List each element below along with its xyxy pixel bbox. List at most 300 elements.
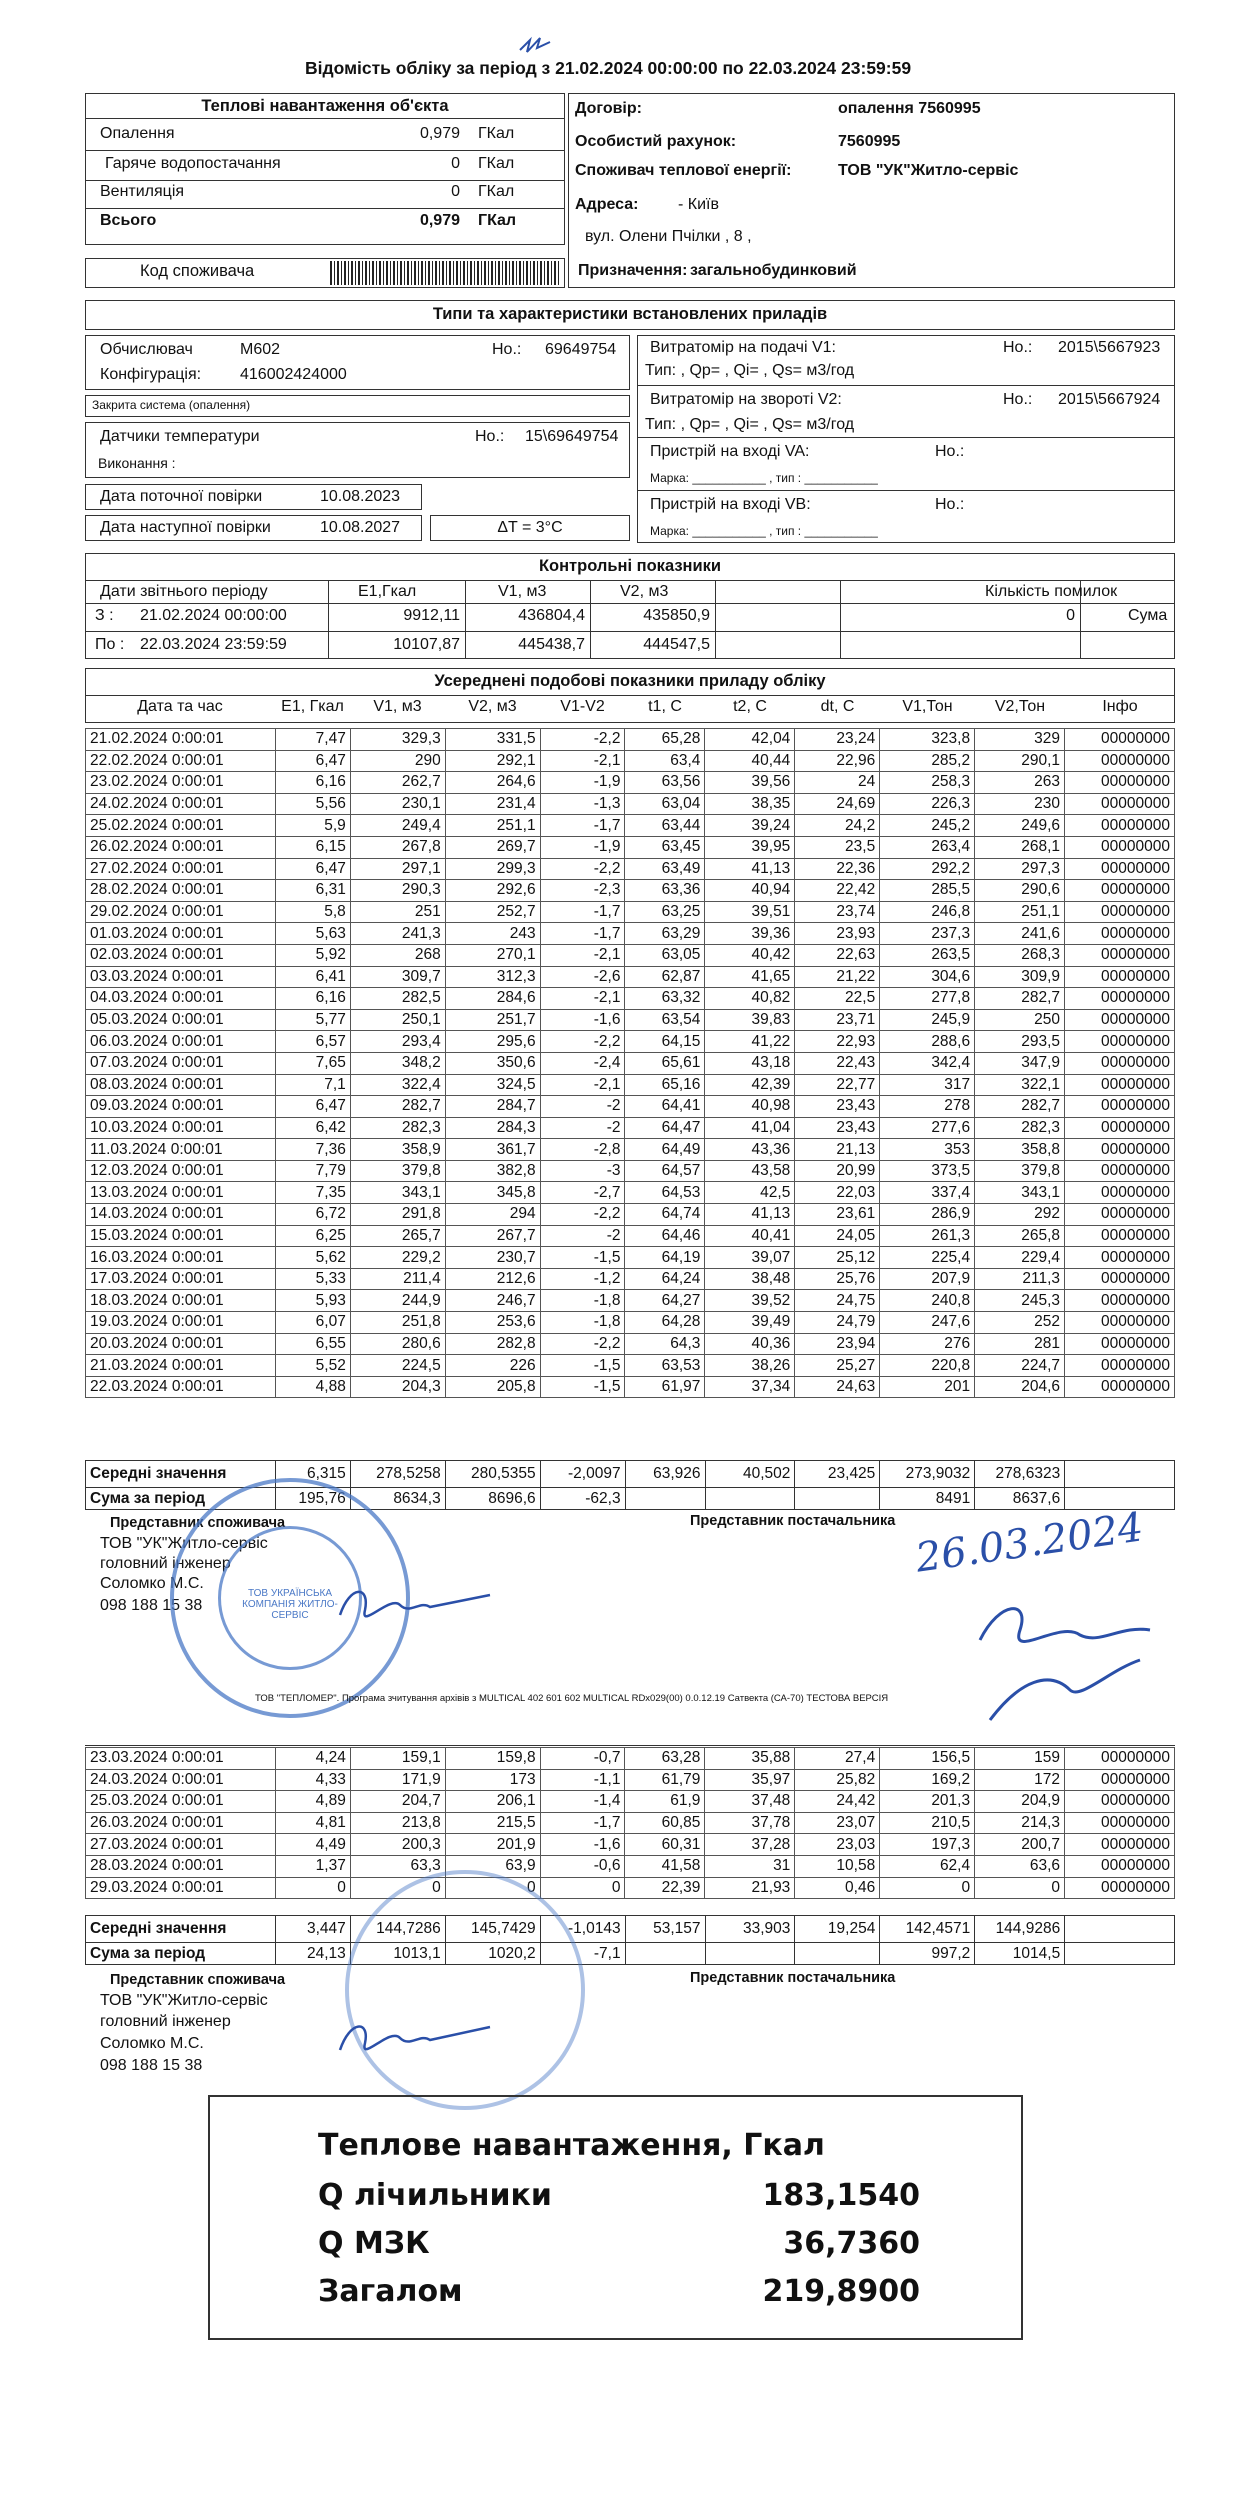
table-cell: 169,2	[880, 1769, 975, 1791]
table-cell: -1,7	[540, 923, 625, 945]
table-cell: 62,4	[880, 1855, 975, 1877]
summary-cell: 3,447	[275, 1916, 350, 1943]
table-cell: 243	[445, 923, 540, 945]
table-cell: -2,1	[540, 944, 625, 966]
control-header-errors: Кількість помилок	[985, 583, 1118, 600]
table-cell: 64,41	[625, 1096, 705, 1118]
table-cell: -2	[540, 1225, 625, 1247]
table-cell: 282,7	[975, 1096, 1065, 1118]
control-sum-label: Сума	[1128, 607, 1168, 624]
summary-cell	[795, 1488, 880, 1510]
table-cell: 245,9	[880, 1009, 975, 1031]
table-cell: 24,79	[795, 1312, 880, 1334]
table-cell: 5,33	[275, 1268, 350, 1290]
summary-cell: 33,903	[705, 1916, 795, 1943]
table-row	[86, 1096, 1175, 1118]
table-cell: 6,47	[275, 858, 350, 880]
table-cell: 173	[445, 1769, 540, 1791]
table-cell: 64,53	[625, 1182, 705, 1204]
table-cell: 39,52	[705, 1290, 795, 1312]
table-cell: 13.03.2024 0:00:01	[86, 1182, 276, 1204]
summary-cell: 278,5258	[350, 1461, 445, 1488]
table-cell: 00000000	[1065, 1769, 1175, 1791]
table-cell: 00000000	[1065, 793, 1175, 815]
table-cell: 285,5	[880, 880, 975, 902]
flow-v2-no: 2015\5667924	[1058, 391, 1161, 408]
table-row	[86, 1117, 1175, 1139]
table-cell: 213,8	[350, 1812, 445, 1834]
table-cell: 291,8	[350, 1204, 445, 1226]
flow-v1-label: Витратомір на подачі V1:	[650, 339, 836, 356]
thermal-load-title: Теплові навантаження об'єкта	[201, 97, 449, 115]
table-cell: 03.03.2024 0:00:01	[86, 966, 276, 988]
table-row	[86, 1312, 1175, 1334]
table-cell: 23,93	[795, 923, 880, 945]
table-cell: 37,28	[705, 1834, 795, 1856]
table-cell: 282,5	[350, 988, 445, 1010]
average-row	[86, 1916, 1175, 1943]
consumer-org-2: ТОВ "УК"Житло-сервіс	[100, 1992, 268, 2009]
table-cell: 00000000	[1065, 1312, 1175, 1334]
table-cell: 06.03.2024 0:00:01	[86, 1031, 276, 1053]
table-cell: 6,42	[275, 1117, 350, 1139]
table-cell: 63,54	[625, 1009, 705, 1031]
table-cell: 31	[705, 1855, 795, 1877]
table-cell: 40,41	[705, 1225, 795, 1247]
table-cell: 63,9	[445, 1855, 540, 1877]
consumer-phone: 098 188 15 38	[100, 1597, 203, 1614]
daily-header-cell: Інфо	[1102, 698, 1138, 715]
summary-cell: Сума за період	[86, 1488, 276, 1510]
table-cell: 26.02.2024 0:00:01	[86, 836, 276, 858]
table-cell: 7,1	[275, 1074, 350, 1096]
table-cell: 00000000	[1065, 750, 1175, 772]
control-from-v2: 435850,9	[643, 607, 710, 624]
table-cell: 172	[975, 1769, 1065, 1791]
table-cell: 61,97	[625, 1376, 705, 1398]
table-row	[86, 901, 1175, 923]
thermal-load-row-value: 0	[451, 155, 460, 172]
control-errors: 0	[1066, 607, 1075, 624]
table-cell: 5,52	[275, 1355, 350, 1377]
calculator-no: 69649754	[545, 341, 617, 358]
table-cell: 40,82	[705, 988, 795, 1010]
summary-cell: -7,1	[540, 1943, 625, 1965]
table-cell: 00000000	[1065, 1333, 1175, 1355]
table-cell: 204,9	[975, 1791, 1065, 1813]
table-row	[86, 815, 1175, 837]
table-cell: 5,93	[275, 1290, 350, 1312]
summary-cell: Сума за період	[86, 1943, 276, 1965]
table-row	[86, 729, 1175, 751]
table-cell: 00000000	[1065, 772, 1175, 794]
table-cell: 250	[975, 1009, 1065, 1031]
table-cell: 258,3	[880, 772, 975, 794]
table-cell: 63,28	[625, 1748, 705, 1770]
table-cell: 350,6	[445, 1052, 540, 1074]
table-cell: 282,3	[350, 1117, 445, 1139]
summary-total-label: Загалом	[318, 2274, 463, 2309]
table-cell: 156,5	[880, 1748, 975, 1770]
table-row	[86, 1268, 1175, 1290]
control-from-date: 21.02.2024 00:00:00	[140, 607, 287, 624]
summary-cell: 53,157	[625, 1916, 705, 1943]
table-cell: 00000000	[1065, 1096, 1175, 1118]
table-cell: 64,24	[625, 1268, 705, 1290]
contract-label: Договір:	[575, 100, 642, 117]
table-cell: 63,56	[625, 772, 705, 794]
input-vb-no-label: Но.:	[935, 496, 965, 513]
table-cell: 229,4	[975, 1247, 1065, 1269]
table-cell: 25.03.2024 0:00:01	[86, 1791, 276, 1813]
table-row	[86, 1009, 1175, 1031]
table-cell: 41,58	[625, 1855, 705, 1877]
table-cell: 64,15	[625, 1031, 705, 1053]
table-cell: 00000000	[1065, 1009, 1175, 1031]
table-cell: -0,7	[540, 1748, 625, 1770]
table-cell: 17.03.2024 0:00:01	[86, 1268, 276, 1290]
table-cell: 39,07	[705, 1247, 795, 1269]
table-cell: 245,3	[975, 1290, 1065, 1312]
table-cell: 64,46	[625, 1225, 705, 1247]
summary-cell	[795, 1943, 880, 1965]
thermal-load-row-value: 0	[451, 183, 460, 200]
table-cell: 40,94	[705, 880, 795, 902]
table-cell: 05.03.2024 0:00:01	[86, 1009, 276, 1031]
summary-cell: 142,4571	[880, 1916, 975, 1943]
table-cell: 309,9	[975, 966, 1065, 988]
table-cell: 343,1	[350, 1182, 445, 1204]
table-cell: 37,78	[705, 1812, 795, 1834]
table-cell: -1,8	[540, 1290, 625, 1312]
temp-sensors-no-label: Но.:	[475, 428, 505, 445]
table-cell: 299,3	[445, 858, 540, 880]
table-cell: 35,97	[705, 1769, 795, 1791]
thermal-load-row-label: Вентиляція	[100, 183, 185, 200]
purpose-value: загальнобудинковий	[690, 262, 857, 279]
table-cell: -1,5	[540, 1376, 625, 1398]
table-cell: 39,95	[705, 836, 795, 858]
table-cell: 237,3	[880, 923, 975, 945]
summary-cell: 6,315	[275, 1461, 350, 1488]
table-cell: 159	[975, 1748, 1065, 1770]
table-cell: 322,4	[350, 1074, 445, 1096]
calculator-model: M602	[240, 341, 281, 358]
table-cell: 00000000	[1065, 966, 1175, 988]
software-footer-note: ТОВ "ТЕПЛОМЕР". Програма зчитування архівів з MULTICAL 402 601 602 MULTICAL RDx029(00) 0.0.12.19 Сатвекта (СА-70) ТЕСТОВА ВЕРСІЯ	[255, 1693, 889, 1704]
daily-header-cell: V1, м3	[373, 698, 422, 715]
consumer-position: головний інженер	[100, 1555, 231, 1572]
table-cell: 224,5	[350, 1355, 445, 1377]
devices-title: Типи та характеристики встановлених приладів	[432, 305, 828, 323]
table-cell: 20.03.2024 0:00:01	[86, 1333, 276, 1355]
table-cell: 329,3	[350, 729, 445, 751]
table-cell: 214,3	[975, 1812, 1065, 1834]
address-city: - Київ	[678, 196, 719, 213]
table-cell: 159,1	[350, 1748, 445, 1770]
table-cell: -2,2	[540, 729, 625, 751]
table-cell: 262,7	[350, 772, 445, 794]
table-cell: 64,3	[625, 1333, 705, 1355]
table-cell: 290,6	[975, 880, 1065, 902]
table-cell: 22,5	[795, 988, 880, 1010]
daily-header-cell: t1, C	[648, 698, 682, 715]
consumer-position-2: головний інженер	[100, 2013, 231, 2030]
table-cell: 39,49	[705, 1312, 795, 1334]
thermal-load-row-unit: ГКал	[478, 155, 515, 172]
table-cell: 22,39	[625, 1877, 705, 1899]
table-cell: 294	[445, 1204, 540, 1226]
table-cell: 40,98	[705, 1096, 795, 1118]
table-cell: 24,75	[795, 1290, 880, 1312]
table-row	[86, 836, 1175, 858]
table-cell: -1,9	[540, 772, 625, 794]
daily-header-cell: dt, C	[820, 698, 855, 715]
table-cell: 23,74	[795, 901, 880, 923]
table-cell: 304,6	[880, 966, 975, 988]
table-cell: 280,6	[350, 1333, 445, 1355]
table-cell: 27.03.2024 0:00:01	[86, 1834, 276, 1856]
table-cell: -1,5	[540, 1247, 625, 1269]
table-cell: 6,16	[275, 988, 350, 1010]
table-cell: 23,5	[795, 836, 880, 858]
summary-cell: 1020,2	[445, 1943, 540, 1965]
table-cell: 00000000	[1065, 1182, 1175, 1204]
table-cell: 29.03.2024 0:00:01	[86, 1877, 276, 1899]
table-cell: 200,7	[975, 1834, 1065, 1856]
table-cell: 267,7	[445, 1225, 540, 1247]
daily-header-cell: E1, Гкал	[281, 698, 344, 715]
table-row	[86, 923, 1175, 945]
table-cell: 24,69	[795, 793, 880, 815]
contract-value: опалення 7560995	[838, 100, 981, 117]
table-cell: -2,2	[540, 1333, 625, 1355]
table-cell: 63,53	[625, 1355, 705, 1377]
table-cell: 226,3	[880, 793, 975, 815]
table-row	[86, 1290, 1175, 1312]
table-cell: 6,47	[275, 750, 350, 772]
table-cell: 348,2	[350, 1052, 445, 1074]
table-cell: 282,7	[975, 988, 1065, 1010]
table-cell: 261,3	[880, 1225, 975, 1247]
flow-v2-label: Витратомір на звороті V2:	[650, 391, 842, 408]
table-cell: 39,83	[705, 1009, 795, 1031]
summary-cell: 8637,6	[975, 1488, 1065, 1510]
table-row	[86, 772, 1175, 794]
table-cell: 0	[350, 1877, 445, 1899]
table-cell: 63,32	[625, 988, 705, 1010]
table-row	[86, 880, 1175, 902]
table-cell: 317	[880, 1074, 975, 1096]
table-cell: 64,28	[625, 1312, 705, 1334]
table-cell: 63,6	[975, 1855, 1065, 1877]
thermal-load-row-label: Опалення	[100, 125, 175, 142]
table-cell: 42,5	[705, 1182, 795, 1204]
table-cell: 14.03.2024 0:00:01	[86, 1204, 276, 1226]
calculator-label: Обчислювач	[100, 341, 193, 358]
table-cell: 7,36	[275, 1139, 350, 1161]
table-cell: 345,8	[445, 1182, 540, 1204]
table-row	[86, 1333, 1175, 1355]
table-cell: 230,7	[445, 1247, 540, 1269]
table-row	[86, 1031, 1175, 1053]
table-row	[86, 858, 1175, 880]
flow-v1-type: Тип: , Qp= , Qi= , Qs= м3/год	[645, 362, 855, 379]
table-cell: 00000000	[1065, 1074, 1175, 1096]
table-cell: -1,8	[540, 1312, 625, 1334]
table-cell: 24,2	[795, 815, 880, 837]
delta-t-value: ΔT = 3°C	[497, 519, 563, 536]
summary-cell: 63,926	[625, 1461, 705, 1488]
table-cell: 6,57	[275, 1031, 350, 1053]
table-row	[86, 966, 1175, 988]
summary-cell: 144,9286	[975, 1916, 1065, 1943]
table-cell: 251	[350, 901, 445, 923]
table-cell: 43,36	[705, 1139, 795, 1161]
control-header-v2: V2, м3	[620, 583, 669, 600]
table-row	[86, 944, 1175, 966]
table-cell: 277,6	[880, 1117, 975, 1139]
table-cell: 5,77	[275, 1009, 350, 1031]
table-cell: 41,65	[705, 966, 795, 988]
table-cell: 329	[975, 729, 1065, 751]
thermal-load-row-value: 0,979	[419, 125, 460, 142]
table-cell: -1,2	[540, 1268, 625, 1290]
table-cell: 00000000	[1065, 1355, 1175, 1377]
table-cell: 26.03.2024 0:00:01	[86, 1812, 276, 1834]
table-cell: -1,9	[540, 836, 625, 858]
table-cell: 22,77	[795, 1074, 880, 1096]
table-cell: 284,6	[445, 988, 540, 1010]
table-cell: 08.03.2024 0:00:01	[86, 1074, 276, 1096]
table-cell: 343,1	[975, 1182, 1065, 1204]
table-cell: -2,7	[540, 1182, 625, 1204]
table-cell: 00000000	[1065, 858, 1175, 880]
summary-cell: 24,13	[275, 1943, 350, 1965]
table-cell: 23,07	[795, 1812, 880, 1834]
table-cell: 29.02.2024 0:00:01	[86, 901, 276, 923]
table-cell: 200,3	[350, 1834, 445, 1856]
table-cell: 4,24	[275, 1748, 350, 1770]
table-cell: 4,89	[275, 1791, 350, 1813]
table-cell: 39,56	[705, 772, 795, 794]
table-cell: 322,1	[975, 1074, 1065, 1096]
table-cell: 65,28	[625, 729, 705, 751]
table-cell: 309,7	[350, 966, 445, 988]
consumer-phone-2: 098 188 15 38	[100, 2057, 203, 2074]
table-cell: 342,4	[880, 1052, 975, 1074]
table-cell: 0	[275, 1877, 350, 1899]
table-cell: 264,6	[445, 772, 540, 794]
summary-cell	[625, 1943, 705, 1965]
table-row	[86, 1052, 1175, 1074]
control-to-label: По :	[95, 636, 125, 653]
table-cell: 265,7	[350, 1225, 445, 1247]
summary-q-meters-value: 183,1540	[762, 2178, 920, 2213]
table-cell: 0	[540, 1877, 625, 1899]
table-cell: 38,48	[705, 1268, 795, 1290]
table-cell: 21.03.2024 0:00:01	[86, 1355, 276, 1377]
account-value: 7560995	[838, 133, 901, 150]
table-cell: 0,46	[795, 1877, 880, 1899]
table-cell: 5,9	[275, 815, 350, 837]
input-va-brand: Марка: ___________ , тип : ___________	[650, 471, 878, 485]
table-cell: 43,58	[705, 1160, 795, 1182]
table-cell: 04.03.2024 0:00:01	[86, 988, 276, 1010]
supplier-signature-icon	[960, 1580, 1160, 1730]
table-cell: 22,63	[795, 944, 880, 966]
table-cell: 244,9	[350, 1290, 445, 1312]
table-cell: 63,44	[625, 815, 705, 837]
table-cell: 269,7	[445, 836, 540, 858]
table-cell: 24.03.2024 0:00:01	[86, 1769, 276, 1791]
table-cell: 00000000	[1065, 1031, 1175, 1053]
table-row	[86, 1769, 1175, 1791]
daily-header-cell: V1,Тон	[902, 698, 953, 715]
table-cell: 1,37	[275, 1855, 350, 1877]
account-label: Особистий рахунок:	[575, 133, 737, 150]
table-cell: 226	[445, 1355, 540, 1377]
table-cell: 11.03.2024 0:00:01	[86, 1139, 276, 1161]
table-cell: 61,79	[625, 1769, 705, 1791]
table-cell: -2,4	[540, 1052, 625, 1074]
table-cell: 207,9	[880, 1268, 975, 1290]
table-cell: 65,16	[625, 1074, 705, 1096]
table-cell: 41,13	[705, 858, 795, 880]
table-cell: 358,9	[350, 1139, 445, 1161]
table-cell: 00000000	[1065, 1139, 1175, 1161]
table-cell: 19.03.2024 0:00:01	[86, 1312, 276, 1334]
table-cell: 312,3	[445, 966, 540, 988]
summary-cell: 8634,3	[350, 1488, 445, 1510]
table-cell: 39,36	[705, 923, 795, 945]
summary-cell: 273,9032	[880, 1461, 975, 1488]
table-cell: 205,8	[445, 1376, 540, 1398]
table-cell: 211,4	[350, 1268, 445, 1290]
table-cell: 6,07	[275, 1312, 350, 1334]
table-cell: 28.03.2024 0:00:01	[86, 1855, 276, 1877]
summary-cell: -1,0143	[540, 1916, 625, 1943]
table-cell: 220,8	[880, 1355, 975, 1377]
control-to-v1: 445438,7	[518, 636, 585, 653]
table-cell: 292,6	[445, 880, 540, 902]
thermal-load-row-unit: ГКал	[478, 125, 515, 142]
table-cell: 212,6	[445, 1268, 540, 1290]
summary-cell: 145,7429	[445, 1916, 540, 1943]
table-cell: -2,1	[540, 988, 625, 1010]
table-cell: 263	[975, 772, 1065, 794]
table-cell: 10.03.2024 0:00:01	[86, 1117, 276, 1139]
flow-v1-no: 2015\5667923	[1058, 339, 1161, 356]
table-cell: 382,8	[445, 1160, 540, 1182]
daily-table-2	[85, 1747, 1175, 1899]
table-cell: 23,43	[795, 1117, 880, 1139]
daily-header-cell: V2,Тон	[994, 698, 1046, 715]
table-cell: 337,4	[880, 1182, 975, 1204]
control-to-e1: 10107,87	[393, 636, 460, 653]
summary-cell: -2,0097	[540, 1461, 625, 1488]
control-from-v1: 436804,4	[518, 607, 585, 624]
table-cell: -2,8	[540, 1139, 625, 1161]
table-cell: 267,8	[350, 836, 445, 858]
current-check-label: Дата поточної повірки	[100, 488, 263, 505]
table-cell: 00000000	[1065, 1160, 1175, 1182]
table-cell: 265,8	[975, 1225, 1065, 1247]
table-cell: 373,5	[880, 1160, 975, 1182]
table-row	[86, 1748, 1175, 1770]
summary-cell	[1065, 1943, 1175, 1965]
table-cell: 22.02.2024 0:00:01	[86, 750, 276, 772]
